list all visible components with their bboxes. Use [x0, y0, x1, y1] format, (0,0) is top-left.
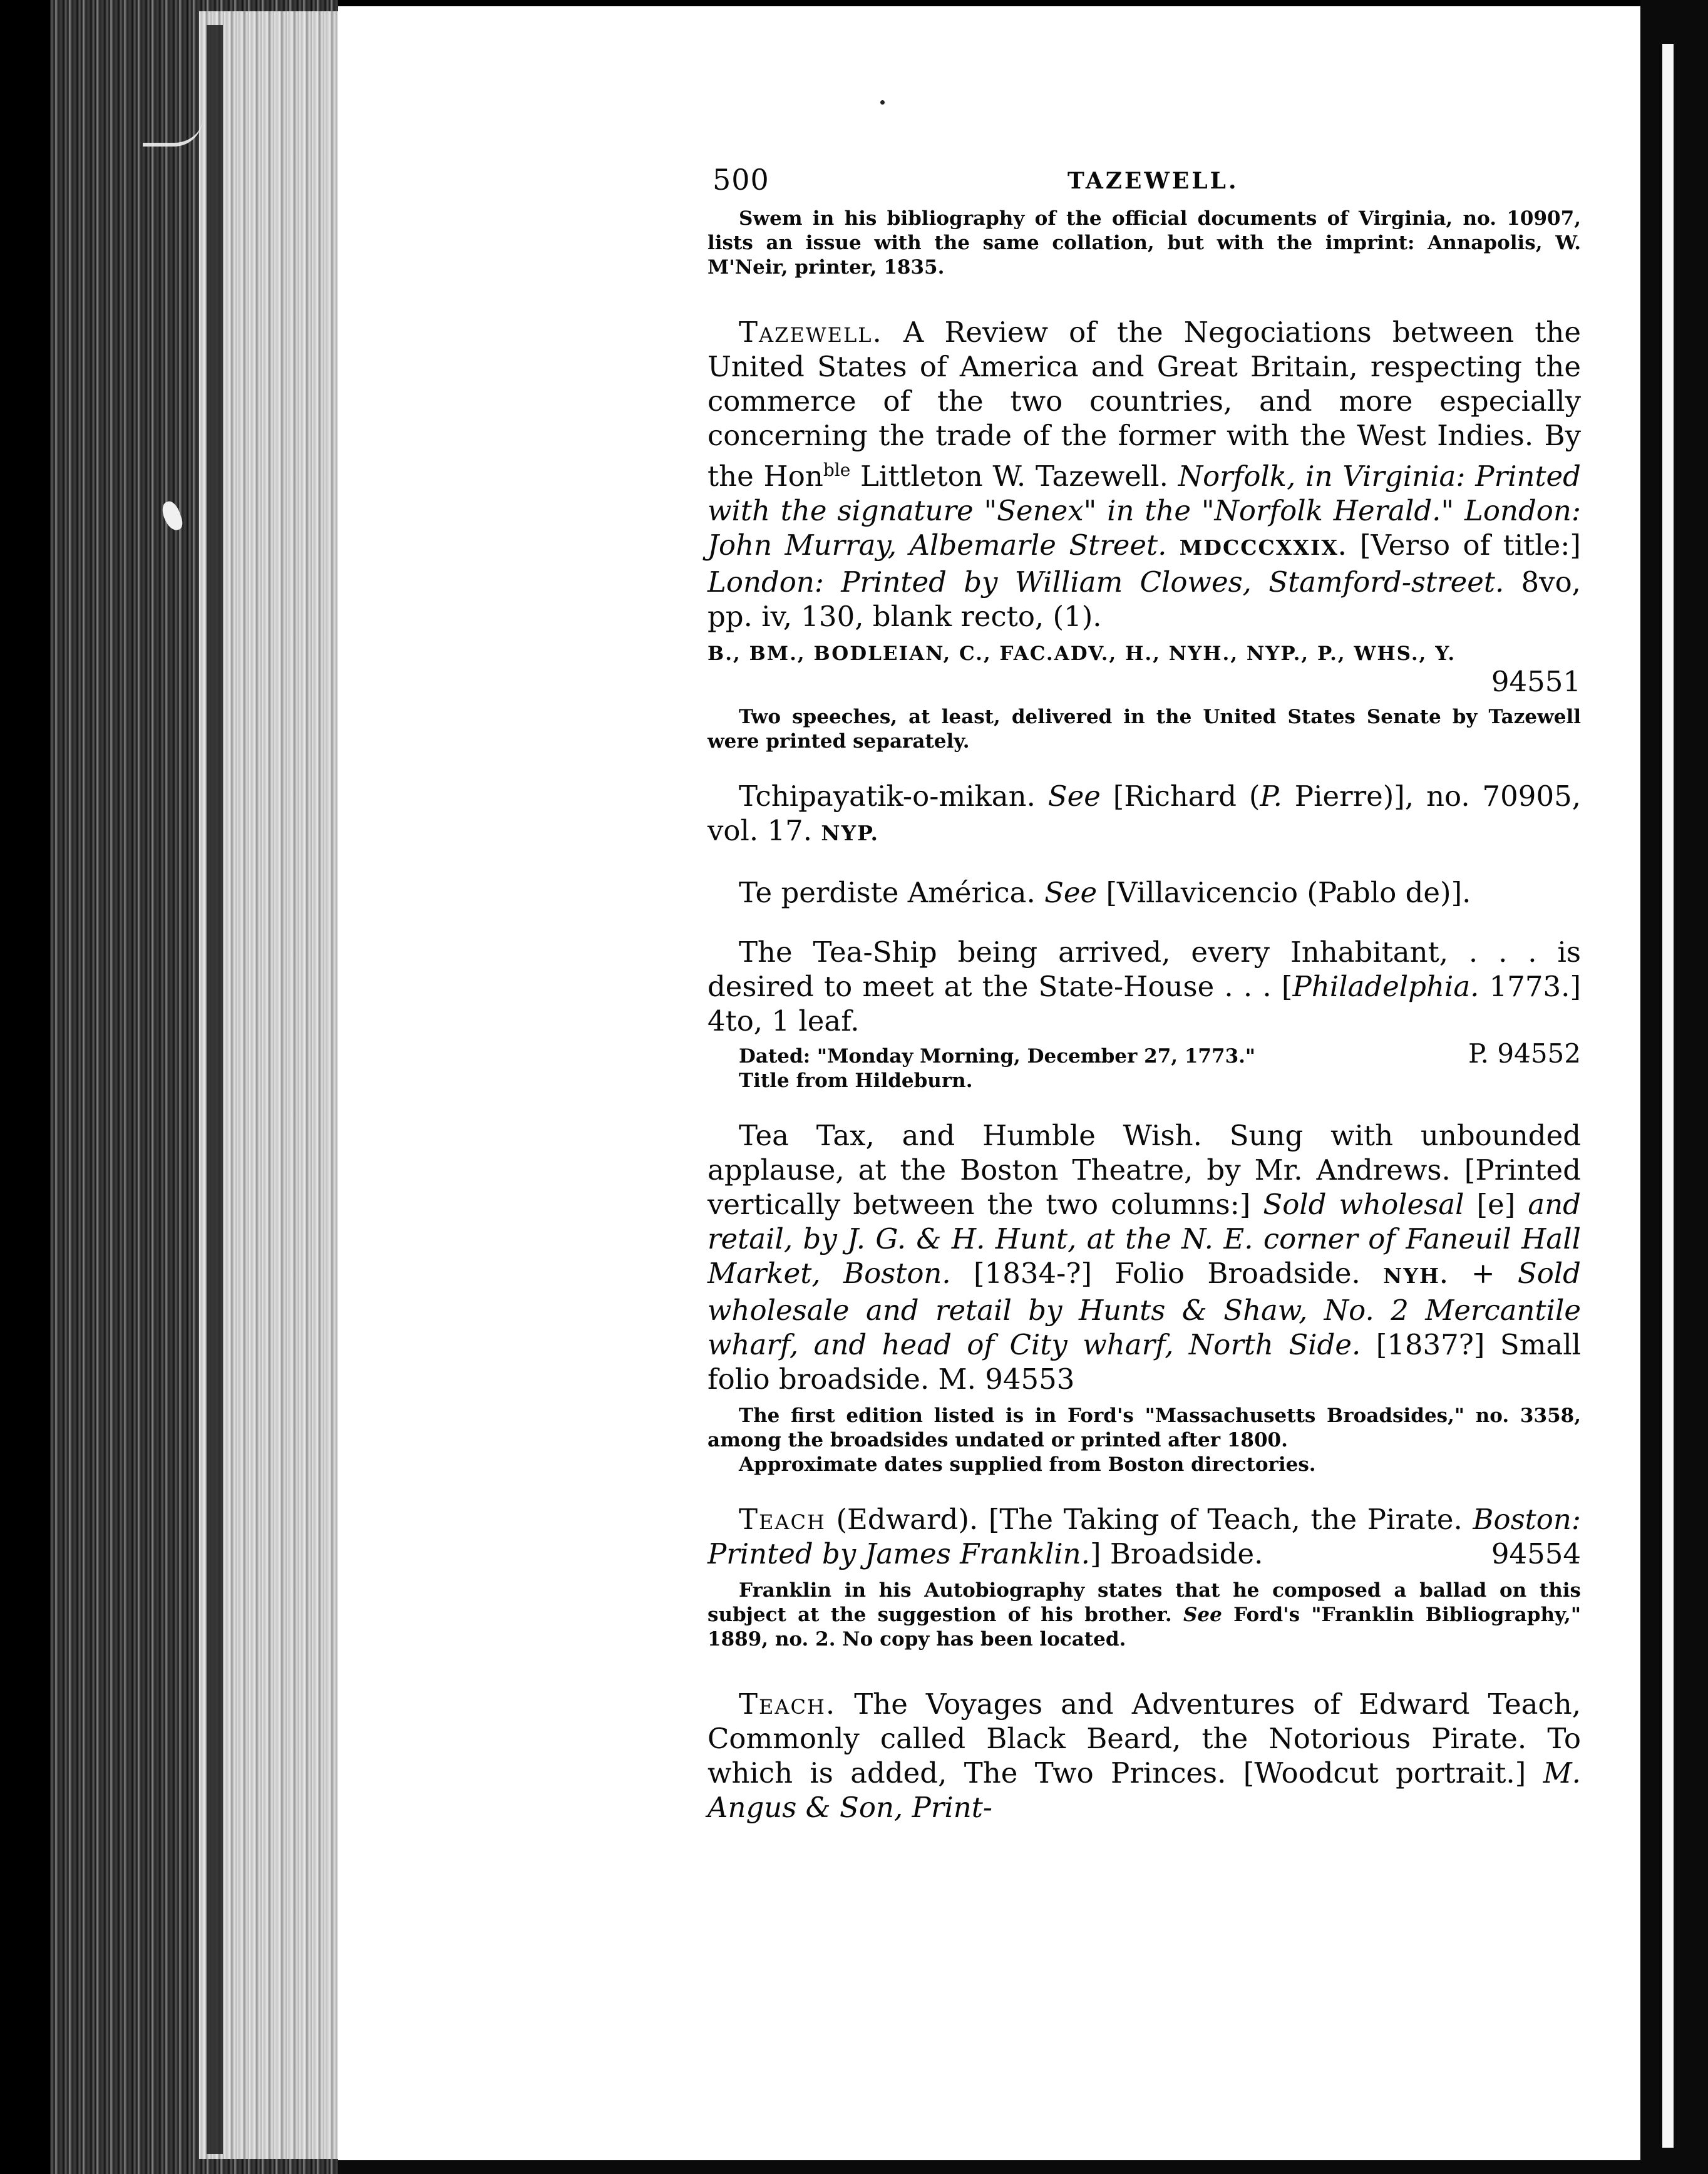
- entry-note: Franklin in his Autobiography states that he composed a ballad on this subject at the suggestion of his brother. See Ford's "Franklin Bibliography," 1889, no. 2. No copy has been located.: [707, 1579, 1581, 1651]
- page-edges-shadow: [207, 25, 223, 2154]
- entry-number: M. 94553: [938, 1363, 1075, 1396]
- entry-number: 94554: [1491, 1537, 1581, 1570]
- entry-te-perdiste: Te perdiste América. See [Villavicencio (Pablo de)].: [739, 876, 1471, 909]
- page-number: 500: [713, 163, 769, 197]
- running-head: [707, 163, 1581, 207]
- ink-speck: [880, 100, 885, 105]
- dated-note: Dated: "Monday Morning, December 27, 1773.": [739, 1045, 1256, 1068]
- entry-number: P. 94552: [1468, 1038, 1581, 1069]
- entry-tea-ship: The Tea-Ship being arrived, every Inhabitant, . . . is desired to meet at the State-House . . . [Philadelphia. 1773.] 4to, 1 leaf.: [707, 935, 1582, 1038]
- entry-heading: Teach.: [739, 1687, 836, 1721]
- title-source-note: Title from Hildeburn.: [739, 1069, 973, 1092]
- entry-tea-tax: Tea Tax, and Humble Wish. Sung with unbounded applause, at the Boston Theatre, by Mr. Andrews. [Printed vertically between the two columns:] Sold wholesal [e] and retail, by J. G. & H. Hunt, at the N. E. corner of Faneuil Hall Market, Boston. [1834-?] Folio Broadside. NYH. + Sold wholesale and retail by Hunts & Shaw, No. 2 Mercantile wharf, and head of City wharf, North Side. [1837?] Small folio broadside. M. 94553: [707, 1119, 1581, 1396]
- entry-tchipayatik: Tchipayatik-o-mikan. See [Richard (P. Pierre)], no. 70905, vol. 17. NYP.: [707, 780, 1582, 847]
- entry-note: Two speeches, at least, delivered in the United States Senate by Tazewell were printed separately.: [707, 706, 1581, 753]
- entry-teach-voyages: Teach. The Voyages and Adventures of Edward Teach, Commonly called Black Beard, the Notorious Pirate. To which is added, The Two Princes. [Woodcut portrait.] M. Angus & Son, Print-: [707, 1687, 1581, 1824]
- entry-heading: Teach: [739, 1503, 826, 1536]
- running-title: TAZEWELL.: [1068, 168, 1239, 194]
- page-content: [707, 163, 1581, 1825]
- entry-tazewell: Tazewell. A Review of the Negociations between the United States of America and Great Britain, respecting the commerce of the two countries, and more especially concerning the trade of the former with the West Indies. By the Hon$^{ble}$ Littleton W. Tazewell. Norfolk, in Virginia: Printed with the signature "Senex" in the "Norfolk Herald." London: John Murray, Albemarle Street. MDCCCXXIX. [Verso of title:] London: Printed by William Clowes, Stamford-street. 8vo, pp. iv, 130, blank recto, (1).: [707, 316, 1581, 633]
- right-gutter: [1640, 0, 1708, 2174]
- intro-note: Swem in his bibliography of the official documents of Virginia, no. 10907, lists an issue with the same collation, but with the imprint: Annapolis, W. M'Neir, printer, 1835.: [707, 207, 1581, 279]
- entry-note: Approximate dates supplied from Boston directories.: [739, 1453, 1316, 1476]
- entry-note: The first edition listed is in Ford's "Massachusetts Broadsides," no. 3358, among the broadsides undated or printed after 1800.: [707, 1404, 1581, 1451]
- locations-list: B., BM., BODLEIAN, C., FAC.ADV., H., NYH., NYP., P., WHS., Y.: [707, 642, 1456, 665]
- entry-heading: Tazewell.: [739, 316, 883, 349]
- entry-number: 94551: [1491, 665, 1581, 698]
- next-page-edge: [1662, 44, 1674, 2148]
- entry-teach-edward: Teach (Edward). [The Taking of Teach, the Pirate. Boston: Printed by James Franklin.] Broadside. 94554: [707, 1503, 1581, 1570]
- bottom-edge: [338, 2160, 1640, 2174]
- dated-line: [707, 1038, 1581, 1069]
